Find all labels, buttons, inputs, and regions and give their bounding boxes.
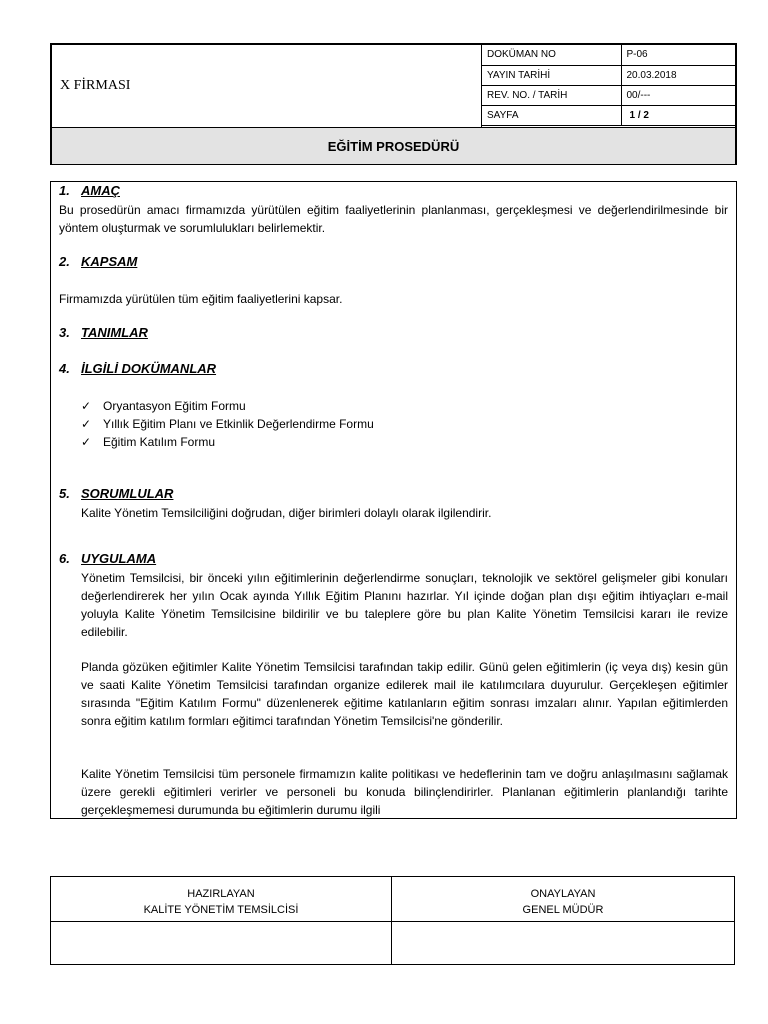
section-number: 5. [59,486,70,501]
paragraph: Kalite Yönetim Temsilcisi tüm personele firmamızın kalite politikası ve hedeflerinin tam ve doğru anlaşılmasını sağlamak üzere gerekli eğitimleri verirler ve personeli bu konuda bilinçlendirirler. Planlanan eğitimlerin planlandığı tarihte gerçekleşmemesi durumunda bu eğitimlerin durumu ilgili [81,767,728,817]
company-name: X FİRMASI [52,45,482,127]
list-item [81,433,215,451]
meta-label: SAYFA [482,105,621,125]
document-meta-table [482,45,735,126]
section-text-amac: Bu prosedürün amacı firmamızda yürütülen eğitim faaliyetlerinin planlanması, gerçekleşmesi ve değerlendirilmesinde bir yöntem oluşturmak ve sorumlulukları belirlemektir. [59,203,728,235]
section-heading-amac [59,183,120,198]
checkmark-icon: ✓ [81,435,92,449]
section-number: 6. [59,551,70,566]
meta-value: P-06 [621,45,735,65]
paragraph: Planda gözüken eğitimler Kalite Yönetim Temsilcisi tarafından takip edilir. Günü gelen eğitimlerin (iç veya dış) kesin gün ve saati Kalite Yönetim Temsilcisi tarafından organize edilerek mail ile katılımcılara duyurulur. Gerçekleşen eğitimler sırasında "Eğitim Katılım Formu" düzenlenerek eğitime katılanların eğitim sonrası imzaları alınır. Yapılan eğitimlerden sonra eğitim katılım formları eğitimci tarafından Yönetim Temsilcisi'ne gönderilir. [81,660,728,728]
section-heading-uygulama [59,551,156,566]
meta-label: DOKÜMAN NO [482,45,621,65]
signature-role: HAZIRLAYAN [187,888,255,900]
meta-row [482,65,735,85]
section-number: 4. [59,361,70,376]
document-header [50,43,737,165]
meta-value: 00/--- [621,85,735,105]
list-item [81,415,374,433]
section-heading-ilgili-dokumanlar [59,361,216,376]
section-text-sorumlular: Kalite Yönetim Temsilciliğini doğrudan, diğer birimleri dolaylı olarak ilgilendirir. [81,506,492,520]
meta-row [482,85,735,105]
list-item-label: Oryantasyon Eğitim Formu [103,399,246,413]
paragraph: Yönetim Temsilcisi, bir önceki yılın eğitimlerinin değerlendirme sonuçları, teknolojik ve sektörel gelişmeler gibi konuları değerlendirerek her yılın Ocak ayında Yıllık Eğitim Planını hazırlar. Yıl içinde doğan plan dışı eğitim ihtiyaçları e-mail yoluyla Kalite Yönetim Temsilcisine bildirilir ve bu taleplere göre bu plan Kalite Yönetim Temsilcisi kararı ile revize edilebilir. [81,571,728,639]
section-heading-sorumlular [59,486,173,501]
section-title: AMAÇ [81,183,120,198]
signature-column-prepared [51,877,392,964]
signature-label [392,877,734,922]
meta-value: 20.03.2018 [621,65,735,85]
section-heading-kapsam [59,254,137,269]
signature-column-approved [392,877,734,964]
signature-label [51,877,391,922]
section-number: 3. [59,325,70,340]
document-body [50,181,737,819]
signature-table [50,876,735,965]
meta-value: 1 / 2 [621,105,735,125]
signature-role: ONAYLAYAN [530,888,596,900]
list-item-label: Yıllık Eğitim Planı ve Etkinlik Değerlendirme Formu [103,417,374,431]
signature-title: KALİTE YÖNETİM TEMSİLCİSİ [143,904,299,916]
section-text-kapsam: Firmamızda yürütülen tüm eğitim faaliyetlerini kapsar. [59,292,343,306]
section-number: 1. [59,183,70,198]
signature-title: GENEL MÜDÜR [522,904,604,916]
checkmark-icon: ✓ [81,399,92,413]
meta-row [482,105,735,125]
meta-label: YAYIN TARİHİ [482,65,621,85]
section-title: TANIMLAR [81,325,148,340]
section-title: SORUMLULAR [81,486,174,501]
meta-label: REV. NO. / TARİH [482,85,621,105]
section-title: KAPSAM [81,254,138,269]
checkmark-icon: ✓ [81,417,92,431]
list-item [81,397,246,415]
section-heading-tanimlar [59,325,148,340]
section-title: İLGİLİ DOKÜMANLAR [81,361,217,376]
section-number: 2. [59,254,70,269]
list-item-label: Eğitim Katılım Formu [103,435,216,449]
meta-row [482,45,735,65]
section-title: UYGULAMA [81,551,157,566]
document-title: EĞİTİM PROSEDÜRÜ [52,127,735,164]
